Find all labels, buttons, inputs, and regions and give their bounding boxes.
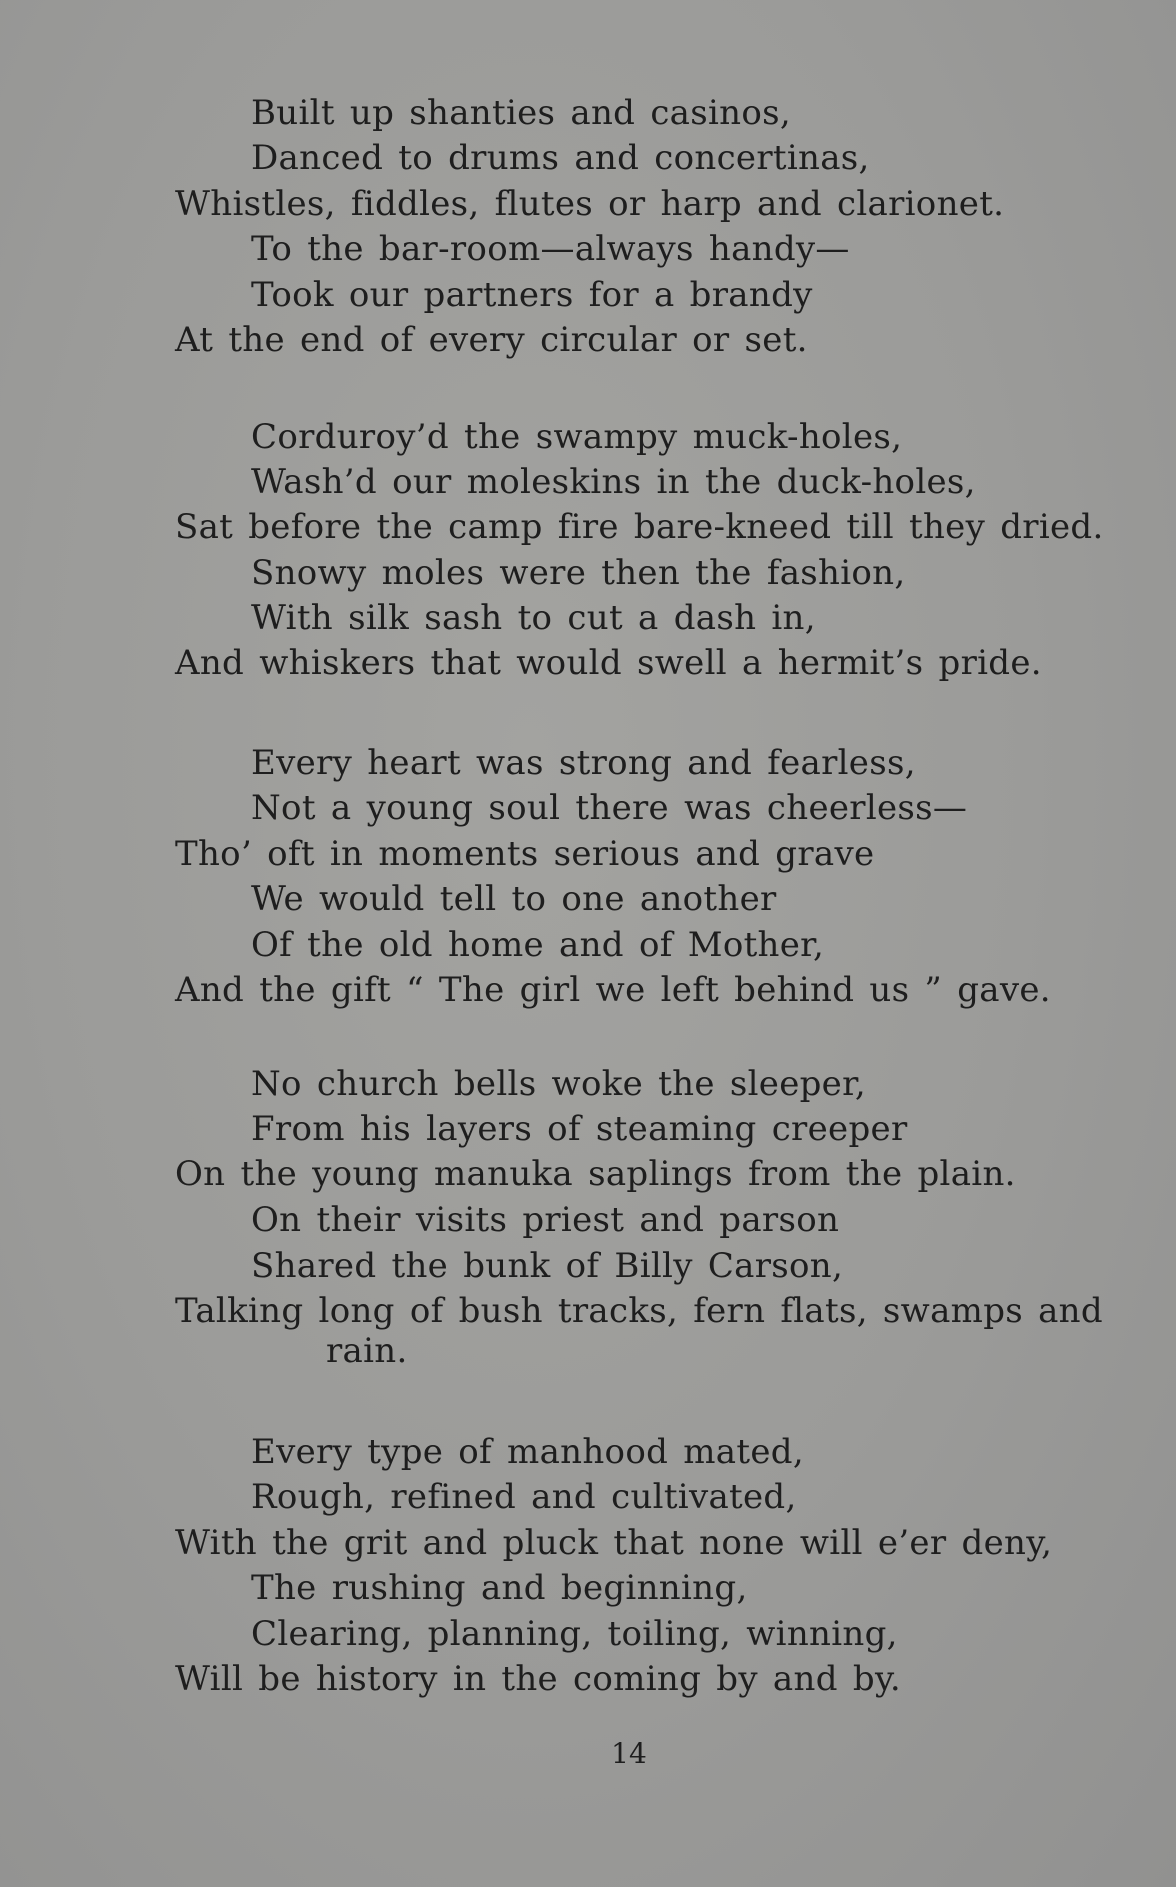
poem-line: And the gift “ The girl we left behind us ” gave. bbox=[175, 970, 1051, 1010]
poem-line: Every heart was strong and fearless, bbox=[251, 743, 916, 783]
poem-line: No church bells woke the sleeper, bbox=[251, 1064, 867, 1104]
poem-line: Talking long of bush tracks, fern flats, swamps and bbox=[175, 1291, 1103, 1331]
poem-line: From his layers of steaming creeper bbox=[251, 1109, 908, 1149]
poem-line: With silk sash to cut a dash in, bbox=[251, 598, 816, 638]
poem-line: Corduroy’d the swampy muck-holes, bbox=[251, 417, 903, 457]
poem-line: Shared the bunk of Billy Carson, bbox=[251, 1246, 844, 1286]
poem-line: With the grit and pluck that none will e’er deny, bbox=[175, 1523, 1053, 1563]
poem-line: Sat before the camp fire bare-kneed till they dried. bbox=[175, 507, 1104, 547]
poem-line: And whiskers that would swell a hermit’s pride. bbox=[175, 643, 1042, 683]
poem-line: We would tell to one another bbox=[251, 879, 777, 919]
poem-line: To the bar-room—always handy— bbox=[251, 229, 850, 269]
poem-line: Rough, refined and cultivated, bbox=[251, 1477, 797, 1517]
poem-line: Clearing, planning, toiling, winning, bbox=[251, 1614, 898, 1654]
poem-line: Of the old home and of Mother, bbox=[251, 925, 825, 965]
poem-line: Danced to drums and concertinas, bbox=[251, 138, 870, 178]
poem-line: Will be history in the coming by and by. bbox=[175, 1659, 902, 1699]
poem-line: The rushing and beginning, bbox=[251, 1568, 748, 1608]
poem-line-continuation: rain. bbox=[326, 1331, 408, 1371]
poem-line: Snowy moles were then the fashion, bbox=[251, 553, 906, 593]
poem-line: Tho’ oft in moments serious and grave bbox=[175, 834, 875, 874]
poem-line: On the young manuka saplings from the plain. bbox=[175, 1154, 1016, 1194]
poem-line: Not a young soul there was cheerless— bbox=[251, 788, 968, 828]
poem-line: Built up shanties and casinos, bbox=[251, 93, 791, 133]
poem-line: Whistles, fiddles, flutes or harp and clarionet. bbox=[175, 184, 1005, 224]
poem-line: At the end of every circular or set. bbox=[175, 320, 808, 360]
poem-line: Took our partners for a brandy bbox=[251, 275, 813, 315]
poem-line: Every type of manhood mated, bbox=[251, 1432, 804, 1472]
poem-line: Wash’d our moleskins in the duck-holes, bbox=[251, 462, 976, 502]
page-number: 14 bbox=[611, 1737, 647, 1770]
poem-line: On their visits priest and parson bbox=[251, 1200, 840, 1240]
